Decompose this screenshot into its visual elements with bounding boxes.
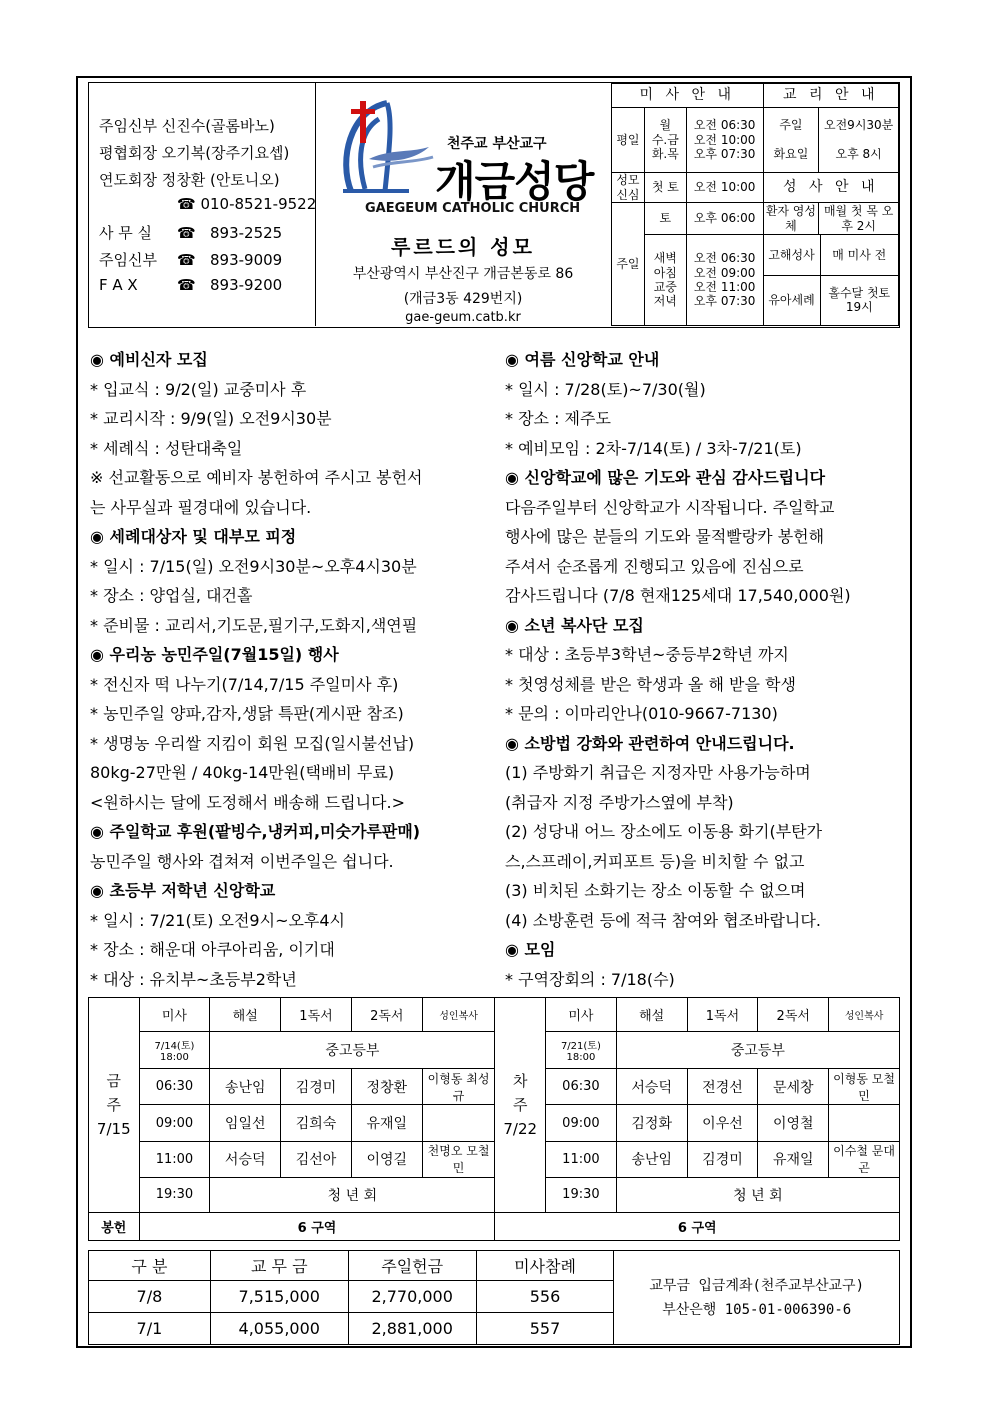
section-heading: ◉ 주일학교 후원(팥빙수,냉커피,미숫가루판매) (90, 822, 421, 841)
duty-name: 이우선 (687, 1105, 758, 1141)
phone-office (99, 222, 282, 243)
announcement-line: * 농민주일 양파,감자,생닭 특판(게시판 참조) (90, 704, 404, 723)
announcement-line: (취급자 지정 주방가스옆에 부착) (505, 792, 734, 812)
announcement-line: 주셔서 순조롭게 진행되고 있음에 진심으로 (505, 556, 804, 576)
evening-group: 청 년 회 (210, 1178, 495, 1212)
phone-value: 893-9009 (210, 251, 283, 269)
weekday-days: 월 수.금 화.목 (644, 108, 686, 173)
sacrament-title: 성 사 안 내 (763, 173, 898, 203)
announcement-line: * 구역장회의 : 7/18(수) (505, 969, 675, 989)
sacrament-time: 매 미사 전 (820, 235, 898, 275)
announcement-line: * 문의 : 이마리안나(010-9667-7130) (505, 704, 778, 723)
altar-servers (829, 1105, 900, 1141)
sunday-times: 오전 06:30 오전 09:00 오전 11:00 오후 07:30 (686, 235, 763, 326)
announcement-line: * 장소 : 제주도 (505, 409, 611, 428)
first-sat-label: 성모 신심 (612, 173, 645, 203)
staff-yeondo: 연도회장 정창환 (안토니오) (99, 171, 280, 189)
sacrament-time: 매월 첫 목 오후 2시 (819, 203, 899, 235)
duty-name: 서승덕 (616, 1068, 687, 1104)
mass-time: 09:00 (546, 1105, 617, 1141)
mass-duty-schedule (88, 997, 900, 1241)
phone-fax (99, 276, 282, 294)
mobile-value: 010-8521-9522 (200, 195, 317, 213)
duty-name: 서승덕 (210, 1141, 281, 1177)
announcement-line: * 대상 : 유치부~초등부2학년 (90, 969, 297, 989)
announcement-line: (3) 비치된 소화기는 장소 이동할 수 없으며 (505, 881, 806, 900)
duty-name: 정창환 (351, 1068, 422, 1104)
altar-servers: 이형동 모철민 (829, 1068, 900, 1104)
phone-icon: ☎ (177, 276, 196, 294)
announcements-right (505, 345, 905, 994)
announcement-line: * 대상 : 초등부3학년~중등부2학년 까지 (505, 645, 789, 664)
sunday-time: 오후 06:00 (686, 203, 763, 235)
duty-name: 김정화 (616, 1105, 687, 1141)
patron-name: 루르드의 성모 (391, 235, 535, 259)
announcement-line: 농민주일 행사와 겹쳐져 이번주일은 쉽니다. (90, 851, 394, 871)
sunday-days: 새벽 아침 교중 저녁 (644, 235, 686, 326)
duty-name: 임일선 (210, 1105, 281, 1141)
money-cell: 556 (476, 1281, 614, 1313)
duty-name: 김희숙 (281, 1105, 352, 1141)
announcement-line: * 장소 : 해운대 아쿠아리움, 이기대 (90, 940, 335, 959)
announcement-line: * 세례식 : 성탄대축일 (90, 438, 243, 458)
church-logo-icon (329, 91, 439, 203)
duty-name: 유재일 (758, 1141, 829, 1177)
phone-icon: ☎ (177, 251, 196, 269)
sat-time: 7/21(토) 18:00 (546, 1032, 617, 1068)
duty-name: 문세창 (758, 1068, 829, 1104)
sacrament-time: 홀수달 첫토 19시 (828, 285, 891, 315)
offering-label: 봉헌 (89, 1212, 140, 1240)
address-line2: (개금3동 429번지) (403, 291, 523, 307)
money-header: 구 분 (89, 1251, 211, 1281)
sat-group: 중고등부 (616, 1032, 899, 1068)
first-sat-day: 첫 토 (644, 173, 686, 203)
section-heading: ◉ 세례대상자 및 대부모 피정 (90, 527, 297, 546)
announcement-line: 감사드립니다 (7/8 현재125세대 17,540,000원) (505, 586, 851, 605)
offering-this-week: 6 구역 (139, 1212, 495, 1240)
announcement-line: * 입교식 : 9/2(일) 교중미사 후 (90, 379, 307, 399)
duty-name: 전경선 (687, 1068, 758, 1104)
duty-name: 송난임 (616, 1141, 687, 1177)
phone-value: 893-2525 (210, 224, 283, 242)
diocese-name: 천주교 부산교구 (447, 136, 547, 152)
website-link[interactable]: gae-geum.catb.kr (405, 310, 521, 325)
announcement-line: (2) 성당내 어느 장소에도 이동용 화기(부탄가 (505, 822, 823, 841)
sat-time: 7/14(토) 18:00 (139, 1032, 210, 1068)
mobile-number (177, 195, 316, 213)
phone-icon: ☎ (177, 195, 196, 213)
mass-time: 06:30 (546, 1068, 617, 1104)
mass-time: 19:30 (139, 1178, 210, 1212)
weekday-label: 평일 (612, 108, 645, 173)
sacrament-name: 환자 영성체 (763, 203, 819, 235)
money-cell: 7,515,000 (210, 1281, 348, 1313)
announcement-line: * 교리시작 : 9/9(일) 오전9시30분 (90, 409, 332, 428)
church-identity (315, 83, 612, 326)
doctrine-days: 주일 화요일 (763, 108, 819, 173)
altar-servers (422, 1105, 495, 1141)
announcement-line: * 생명농 우리쌀 지킴이 회원 모집(일시불선납) (90, 733, 415, 753)
sacrament-name: 고해성사 (764, 235, 821, 275)
mass-table (611, 83, 899, 326)
altar-servers: 이형동 최성규 (422, 1068, 495, 1104)
doctrine-times: 오전9시30분 오후 8시 (819, 108, 899, 173)
mass-title: 미 사 안 내 (612, 84, 764, 108)
col-header: 성인복사 (422, 998, 495, 1032)
weekday-times: 오전 06:30 오전 10:00 오후 07:30 (686, 108, 763, 173)
mass-time: 06:30 (139, 1068, 210, 1104)
phone-icon: ☎ (177, 224, 196, 242)
evening-group: 청 년 회 (616, 1178, 899, 1212)
staff-contacts (89, 83, 316, 326)
money-cell: 7/8 (89, 1281, 211, 1313)
money-header: 주일헌금 (348, 1251, 476, 1281)
duty-name: 이영철 (758, 1105, 829, 1141)
announcement-line: <원하시는 달에 도정해서 배송해 드립니다.> (90, 792, 405, 812)
altar-servers: 천명오 모철민 (422, 1141, 495, 1177)
money-header: 교 무 금 (210, 1251, 348, 1281)
section-heading: ◉ 소년 복사단 모집 (505, 615, 644, 635)
announcement-line: * 첫영성체를 받은 학생과 올 해 받을 학생 (505, 674, 796, 694)
col-header: 성인복사 (829, 998, 900, 1032)
mass-time: 11:00 (139, 1141, 210, 1177)
announcement-line: * 일시 : 7/21(토) 오전9시~오후4시 (90, 910, 346, 930)
sacrament-name: 유아세례 (764, 275, 821, 325)
col-header: 해설 (616, 998, 687, 1032)
church-name: 개금성당 (435, 157, 594, 206)
money-cell: 2,770,000 (348, 1281, 476, 1313)
section-heading: ◉ 소방법 강화와 관련하여 안내드립니다. (505, 733, 795, 753)
sat-group: 중고등부 (210, 1032, 495, 1068)
col-header: 해설 (210, 998, 281, 1032)
announcement-line: * 전신자 떡 나누기(7/14,7/15 주일미사 후) (90, 674, 399, 694)
money-cell: 2,881,000 (348, 1313, 476, 1345)
money-header: 미사참례 (476, 1251, 614, 1281)
mass-info (611, 83, 901, 326)
section-heading: ◉ 신앙학교에 많은 기도와 관심 감사드립니다 (505, 468, 826, 487)
church-name-en: GAEGEUM CATHOLIC CHURCH (365, 201, 581, 216)
phone-label: 사 무 실 (99, 224, 153, 242)
announcement-line: * 준비물 : 교리서,기도문,필기구,도화지,색연필 (90, 615, 418, 635)
announcement-line: * 예비모임 : 2차-7/14(토) / 3차-7/21(토) (505, 438, 802, 458)
announcement-line: (4) 소방훈련 등에 적극 참여와 협조바랍니다. (505, 910, 821, 930)
mass-time: 09:00 (139, 1105, 210, 1141)
announcement-line: 스,스프레이,커피포트 등)을 비치할 수 없고 (505, 851, 805, 871)
offering-next-week: 6 구역 (495, 1212, 900, 1240)
altar-servers: 이수철 문대곤 (829, 1141, 900, 1177)
announcements-left (90, 345, 495, 994)
col-header: 1독서 (687, 998, 758, 1032)
col-header: 미사 (139, 998, 210, 1032)
duty-name: 유재일 (351, 1105, 422, 1141)
staff-priest: 주임신부 신진수(골롬바노) (99, 117, 275, 135)
col-header: 2독서 (351, 998, 422, 1032)
section-heading: ◉ 모임 (505, 940, 556, 959)
offering-summary (88, 1250, 900, 1345)
duty-name: 이영길 (351, 1141, 422, 1177)
duty-name: 김경미 (687, 1141, 758, 1177)
section-heading: ◉ 우리농 농민주일(7월15일) 행사 (90, 645, 339, 664)
announcement-line: 80kg-27만원 / 40kg-14만원(택배비 무료) (90, 763, 395, 782)
sacrament-list (763, 235, 898, 326)
phone-value: 893-9200 (210, 276, 283, 294)
phone-label: F A X (99, 276, 138, 294)
first-sat-time: 오전 10:00 (686, 173, 763, 203)
address-line1: 부산광역시 부산진구 개금본동로 86 (352, 266, 574, 282)
announcement-line: 는 사무실과 필경대에 있습니다. (90, 497, 312, 517)
col-header: 미사 (546, 998, 617, 1032)
section-heading: ◉ 여름 신앙학교 안내 (505, 350, 660, 369)
announcement-line: 다음주일부터 신앙학교가 시작됩니다. 주일학교 (505, 497, 835, 517)
money-cell: 7/1 (89, 1313, 211, 1345)
phone-priest (99, 249, 282, 270)
account-info: 교무금 입금계좌(천주교부산교구) 부산은행 105-01-006390-6 (614, 1251, 900, 1345)
section-heading: ◉ 예비신자 모집 (90, 350, 208, 369)
money-cell: 4,055,000 (210, 1313, 348, 1345)
mass-time: 11:00 (546, 1141, 617, 1177)
announcement-line: * 장소 : 양업실, 대건홀 (90, 586, 253, 605)
announcement-line: * 일시 : 7/15(일) 오전9시30분~오후4시30분 (90, 556, 417, 576)
next-week-label: 차 주 7/22 (495, 998, 546, 1213)
phone-label: 주임신부 (99, 251, 157, 269)
sunday-label: 주일 (612, 203, 645, 326)
mass-time: 19:30 (546, 1178, 617, 1212)
doctrine-title: 교 리 안 내 (763, 84, 898, 108)
duty-name: 김선아 (281, 1141, 352, 1177)
money-cell: 557 (476, 1313, 614, 1345)
announcement-line: (1) 주방화기 취급은 지정자만 사용가능하며 (505, 763, 811, 782)
col-header: 1독서 (281, 998, 352, 1032)
this-week-label: 금 주 7/15 (89, 998, 140, 1213)
col-header: 2독서 (758, 998, 829, 1032)
announcement-line: * 일시 : 7/28(토)~7/30(월) (505, 379, 706, 399)
announcement-line: ※ 선교활동으로 예비자 봉헌하여 주시고 봉헌서 (90, 468, 423, 487)
section-heading: ◉ 초등부 저학년 신앙학교 (90, 881, 276, 900)
duty-name: 김경미 (281, 1068, 352, 1104)
bulletin-header (88, 82, 900, 328)
sunday-day: 토 (644, 203, 686, 235)
duty-name: 송난임 (210, 1068, 281, 1104)
staff-council: 평협회장 오기복(장주기요셉) (99, 144, 290, 162)
announcement-line: 행사에 많은 분들의 기도와 물적빨랑카 봉헌해 (505, 527, 825, 546)
